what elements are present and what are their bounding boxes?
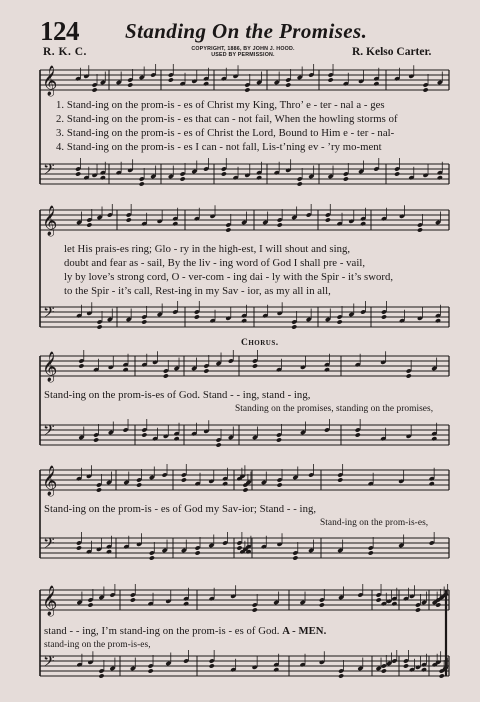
treble-note <box>429 481 435 486</box>
treble-note <box>337 477 343 482</box>
treble-note <box>277 482 283 487</box>
treble-note <box>325 217 331 222</box>
chorus-line-3 <box>44 625 326 637</box>
bass-note <box>75 171 81 176</box>
bass-note <box>174 436 180 441</box>
permission-line: USED BY PERMISSION. <box>211 52 275 59</box>
treble-clef-icon: 𝄞 <box>42 352 58 382</box>
bass-note <box>343 176 349 181</box>
treble-clef-icon: 𝄞 <box>42 66 58 96</box>
bass-note <box>431 436 437 441</box>
bass-note <box>195 550 201 555</box>
bass-note <box>194 314 200 319</box>
verse-text: Stand-ing on the prom-is - es of Christ my King, Thro’ e - ter - nal a - ges <box>66 99 385 111</box>
treble-note <box>222 481 228 486</box>
bass-note <box>421 667 427 672</box>
bass-note <box>98 673 104 678</box>
bass-note <box>297 181 303 186</box>
bass-note <box>337 319 343 324</box>
bass-clef-icon: 𝄢 <box>43 422 55 443</box>
bass-note <box>148 668 154 673</box>
bass-clef-icon: 𝄢 <box>43 304 55 325</box>
bass-note <box>394 171 400 176</box>
treble-note <box>391 601 397 606</box>
treble-note <box>252 363 258 368</box>
author-credit: R. K. C. <box>43 46 87 58</box>
bass-note <box>180 176 186 181</box>
treble-note <box>328 77 334 82</box>
verse-1-line-2: let His prais-es ring; Glo - ry in the high-est, I will shout and sing, <box>64 243 351 255</box>
treble-note <box>181 477 187 482</box>
bass-note <box>355 432 361 437</box>
bass-note <box>368 550 374 555</box>
bass-note <box>106 549 112 554</box>
bass-note <box>76 545 82 550</box>
treble-note <box>415 607 421 612</box>
treble-note <box>252 607 258 612</box>
bass-note <box>338 673 344 678</box>
treble-note <box>360 221 366 226</box>
bass-note <box>97 324 103 329</box>
verse-4-line-1 <box>56 141 382 153</box>
treble-note <box>242 487 248 492</box>
bass-note <box>141 319 147 324</box>
bass-note <box>256 175 262 180</box>
treble-note <box>168 77 174 82</box>
treble-note <box>96 487 102 492</box>
treble-note <box>92 87 98 92</box>
treble-clef-icon: 𝄞 <box>42 206 58 236</box>
chorus-line-1: Stand-ing on the prom-is-es of God. Stand - - ing, stand - ing, <box>44 389 311 401</box>
bass-note <box>209 663 215 668</box>
treble-note <box>136 482 142 487</box>
treble-note <box>417 227 423 232</box>
treble-note <box>324 367 330 372</box>
bass-note <box>381 314 387 319</box>
verse-text: Stand-ing on the prom-is - es of Christ the Lord, Bound to Him e - ter - nal- <box>66 127 395 139</box>
copyright-line: COPYRIGHT, 1886, BY JOHN J. HOOD. <box>191 46 295 52</box>
bass-note <box>236 545 242 550</box>
verse-text: Stand-ing on the prom-is - es I can - not fall, Lis-t’ning ev - ’ry mo-ment <box>66 141 382 153</box>
verse-2-line-2: doubt and fear as - sail, By the liv - ing word of God I shall pre - vail, <box>64 257 366 269</box>
bass-note <box>273 667 279 672</box>
verse-text: Stand-ing on the prom-is - es that can - not fail, When the howling storms of <box>66 113 398 125</box>
bass-note <box>241 318 247 323</box>
verse-1-line-1 <box>56 99 385 111</box>
bass-note <box>403 663 409 668</box>
verse-3-line-1 <box>56 127 394 139</box>
bass-note <box>276 437 282 442</box>
bass-note <box>291 324 297 329</box>
treble-note <box>203 81 209 86</box>
chorus-line-1-bass: Standing on the promises, standing on the promises, <box>235 404 434 414</box>
treble-note <box>373 81 379 86</box>
treble-note <box>203 368 209 373</box>
verse-2-line-1 <box>56 113 398 125</box>
treble-clef-icon: 𝄞 <box>42 466 58 496</box>
chorus-label: Chorus. <box>241 338 279 348</box>
treble-note <box>172 221 178 226</box>
chorus-line-2: Stand-ing on the prom-is - es of God my Sav-ior; Stand - - ing, <box>44 503 317 515</box>
treble-note <box>285 82 291 87</box>
treble-clef-icon: 𝄞 <box>42 586 58 616</box>
treble-note <box>319 602 325 607</box>
treble-note <box>87 602 93 607</box>
treble-note <box>163 373 169 378</box>
verse-number: 4. <box>56 141 65 153</box>
bass-note <box>221 171 227 176</box>
treble-note <box>127 82 133 87</box>
treble-note <box>277 222 283 227</box>
bass-clef-icon: 𝄢 <box>43 535 55 556</box>
bass-clef-icon: 𝄢 <box>43 161 55 182</box>
bass-note <box>216 442 222 447</box>
bass-note <box>439 673 445 678</box>
bass-clef-icon: 𝄢 <box>43 653 55 674</box>
bass-note <box>435 318 441 323</box>
treble-note <box>423 87 429 92</box>
verse-number: 2. <box>56 113 65 125</box>
treble-note <box>225 227 231 232</box>
bass-note <box>149 555 155 560</box>
treble-note <box>244 87 250 92</box>
treble-note <box>86 222 92 227</box>
verse-number: 1. <box>56 99 65 111</box>
treble-note <box>376 597 382 602</box>
treble-note <box>78 363 84 368</box>
bass-note <box>100 175 106 180</box>
bass-note <box>381 668 387 673</box>
treble-note <box>183 601 189 606</box>
treble-note <box>130 597 136 602</box>
composer-credit: R. Kelso Carter. <box>352 46 432 58</box>
bass-note <box>139 181 145 186</box>
treble-note <box>126 217 132 222</box>
bass-note <box>93 437 99 442</box>
chorus-line-3-bass: stand-ing on the prom-is-es, <box>44 640 151 650</box>
verse-4-line-2: to the Spir - it’s call, Rest-ing in my Sav - ior, as my all in all, <box>64 285 331 297</box>
bass-note <box>437 175 443 180</box>
amen: A - MEN. <box>282 625 327 637</box>
verse-number: 3. <box>56 127 65 139</box>
treble-note <box>406 373 412 378</box>
bass-note <box>141 432 147 437</box>
chorus-line-2-bass: Stand-ing on the prom-is-es, <box>320 518 429 528</box>
hymn-title: Standing On the Promises. <box>125 19 368 43</box>
hymn-number: 124 <box>40 16 79 46</box>
bass-note <box>292 555 298 560</box>
treble-note <box>123 367 129 372</box>
verse-3-line-2: ly by love’s strong cord, O - ver-com - ing dai - ly with the Spir - it’s sword, <box>64 271 394 283</box>
chorus-line-3-text: stand - - ing, I’m stand-ing on the prom-is - es of God. <box>44 625 280 637</box>
